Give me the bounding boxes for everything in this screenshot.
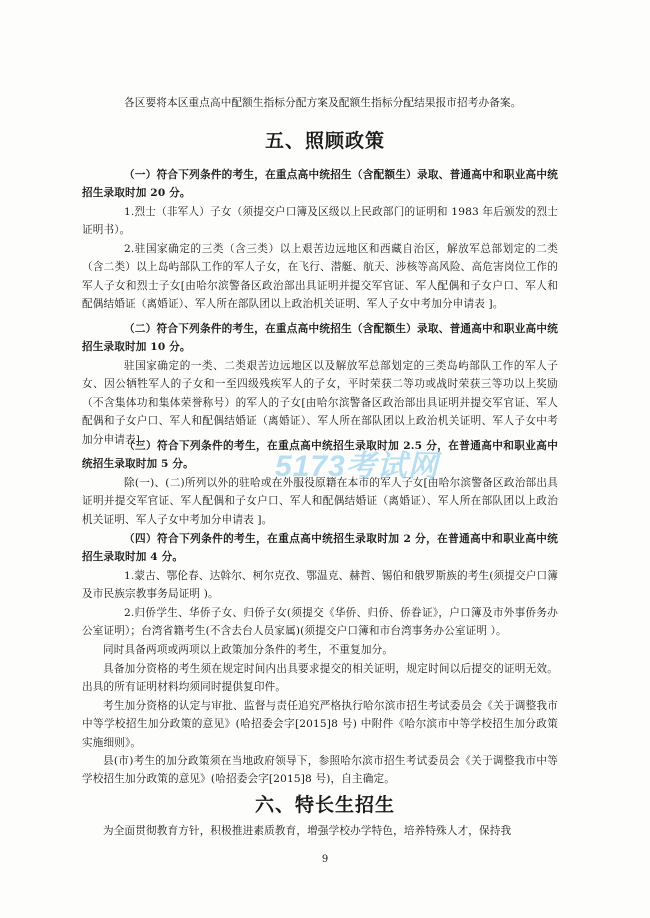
policy-4-item-2: 2.归侨学生、华侨子女、归侨子女(须提交《华侨、归侨、侨眷证》，户口簿及市外事侨务办公室证明）；台湾省籍考生(不含去台人员家属)(须提交户口簿和市台湾事务办公室证明 ）。 [82,607,558,638]
note-certificate-deadline: 具备加分资格的考生须在规定时间内出具要求提交的相关证明，规定时间以后提交的证明无效。出具的所有证明材料均须同时提供复印件。 [82,663,558,694]
policy-3-title: （三）符合下列条件的考生，在重点高中统招生录取时加 2.5 分，在普通高中和职业高中统招生录取时加 5 分。 [82,440,558,471]
watermark-logo: 5173考试网 [275,450,439,483]
policy-4-item-1: 1.蒙古、鄂伦春、达斡尔、柯尔克孜、鄂温克、赫哲、锡伯和俄罗斯族的考生(须提交户口簿及市民族宗教事务局证明 )。 [82,570,558,601]
policy-3-body: 除(一)、(二)所列以外的驻哈或在外服役原籍在本市的军人子女[由哈尔滨警备区政治部出具证明并提交军官证、军人配偶和子女户口、军人和配偶结婚证（离婚证）、军人所在部队团以上政治机关证明、军人子女中考加分申请表 ]。 [82,477,558,526]
policy-2-title: （二）符合下列条件的考生，在重点高中统招生（含配额生）录取、普通高中和职业高中统招生录取时加 10 分。 [82,323,558,354]
section-5-heading: 五、照顾政策 [264,130,385,152]
policy-1-title: （一）符合下列条件的考生，在重点高中统招生（含配额生）录取、普通高中和职业高中统招生录取时加 20 分。 [82,169,558,200]
section-6-heading: 六、特长生招生 [254,794,395,816]
policy-4-title: （四）符合下列条件的考生，在重点高中统招生录取时加 2 分，在普通高中和职业高中统招生录取时加 4 分。 [82,533,558,564]
section-6-paragraph: 为全面贯彻教育方针，积极推进素质教育，增强学校办学特色，培养特殊人才，保持我 [103,825,512,837]
policy-2-body: 驻国家确定的一类、二类艰苦边远地区以及解放军总部划定的三类岛屿部队工作的军人子女、因公牺牲军人的子女和一至四级残疾军人的子女，平时荣获二等功或战时荣获三等功以上奖励（不含集体功和集体荣誉称号）的军人的子女[由哈尔滨警备区政治部出具证明并提交军官证、军人配偶和子女户口、军人和配偶结婚证（离婚证）、军人所在部队团以上政治机关证明、军人子女中考加分申请表]。 [82,360,558,446]
note-no-double-bonus: 同时具备两项或两项以上政策加分条件的考生，不重复加分。 [103,644,394,656]
intro-paragraph: 各区要将本区重点高中配额生指标分配方案及配额生指标分配结果报市招考办备案。 [124,97,522,109]
note-qualification-review: 考生加分资格的认定与审批、监督与责任追究严格执行哈尔滨市招生考试委员会《关于调整我市中等学校招生加分政策的意见》(哈招委会字[2015]8 号) 中附件《哈尔滨市中等学校招生加分政策实施细则》。 [82,700,558,749]
page-number: 9 [321,854,329,865]
policy-1-item-1: 1.烈士（非军人）子女（须提交户口簿及区级以上民政部门的证明和 1983 年后颁发的烈士证明书）。 [82,206,558,237]
policy-1-item-2: 2.驻国家确定的三类（含三类）以上艰苦边远地区和西藏自治区，解放军总部划定的二类（含二类）以上岛屿部队工作的军人子女，在飞行、潜艇、航天、涉核等高风险、高危害岗位工作的军人子女和烈士子女[由哈尔滨警备区政治部出具证明并提交军官证、军人配偶和子女户口、军人和配偶结婚证（离婚证）、军人所在部队团以上政治机关证明、军人子女中考加分申请表 ]。 [82,243,558,311]
note-county-policy: 县(市)考生的加分政策须在当地政府领导下，参照哈尔滨市招生考试委员会《关于调整我市中等学校招生加分政策的意见》(哈招委会字[2015]8 号)，自主确定。 [82,755,558,786]
